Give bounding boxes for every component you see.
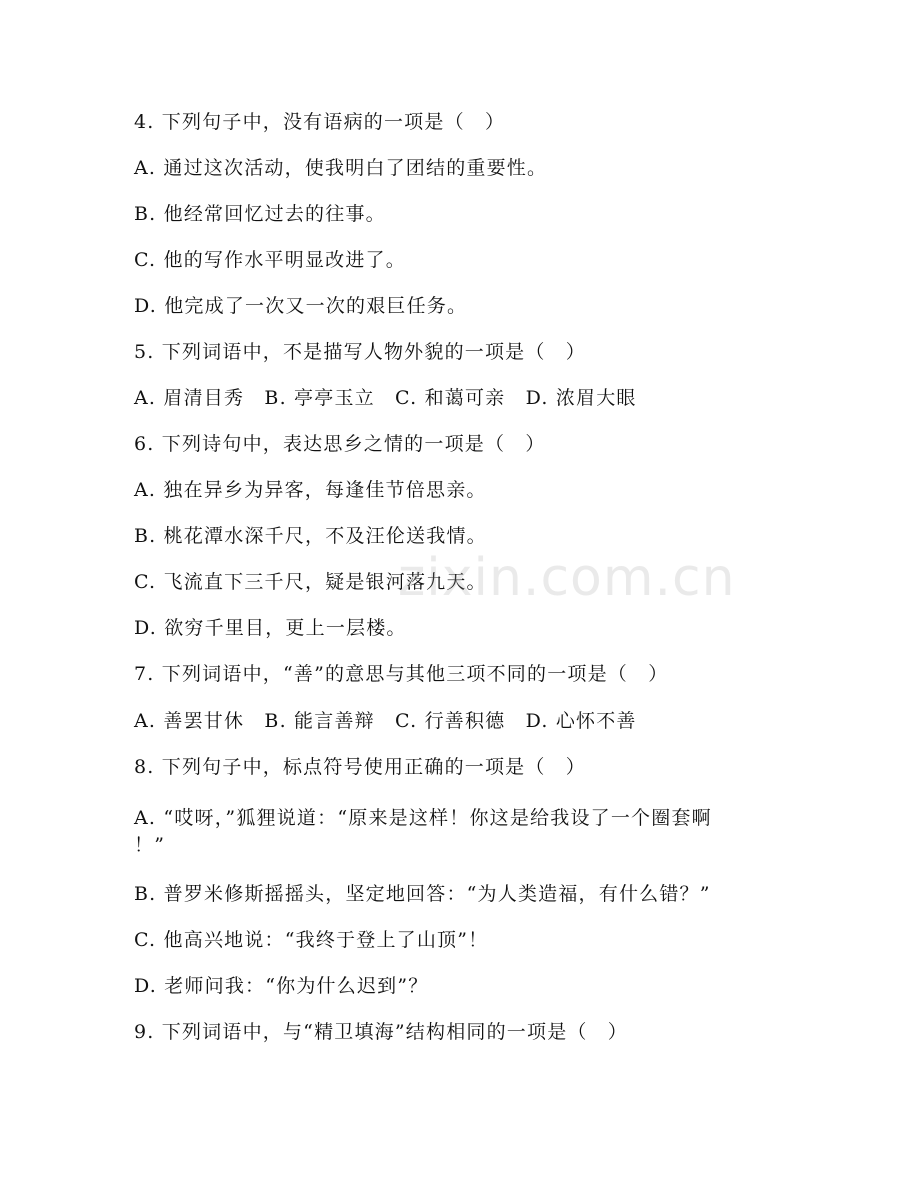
question-6-option-d: D. 欲穷千里目，更上一层楼。 — [134, 617, 407, 639]
question-8-option-a: A. “哎呀，”狐狸说道：“原来是这样！你这是给我设了一个圈套啊 — [134, 807, 712, 829]
question-6-option-b: B. 桃花潭水深千尺，不及汪伦送我情。 — [134, 525, 487, 547]
question-4-option-c: C. 他的写作水平明显改进了。 — [134, 249, 406, 271]
watermark: zixin.com.cn — [398, 548, 736, 608]
question-4-option-b: B. 他经常回忆过去的往事。 — [134, 203, 386, 225]
question-9-stem: 9. 下列词语中，与“精卫填海”结构相同的一项是（ ） — [134, 1021, 628, 1043]
question-8-option-a-continued: ！” — [134, 834, 166, 856]
question-8-stem: 8. 下列句子中，标点符号使用正确的一项是（ ） — [134, 756, 586, 778]
question-8-option-d: D. 老师问我：“你为什么迟到”？ — [134, 975, 429, 997]
question-7-options: A. 善罢甘休 B. 能言善辩 C. 行善积德 D. 心怀不善 — [134, 710, 637, 732]
question-8-option-b: B. 普罗米修斯摇摇头，坚定地回答：“为人类造福，有什么错？” — [134, 883, 711, 905]
question-6-option-c: C. 飞流直下三千尺，疑是银河落九天。 — [134, 571, 487, 593]
question-8-option-c: C. 他高兴地说：“我终于登上了山顶”！ — [134, 929, 489, 951]
question-7-stem: 7. 下列词语中，“善”的意思与其他三项不同的一项是（ ） — [134, 663, 669, 685]
question-5-options: A. 眉清目秀 B. 亭亭玉立 C. 和蔼可亲 D. 浓眉大眼 — [134, 387, 637, 409]
question-6-stem: 6. 下列诗句中，表达思乡之情的一项是（ ） — [134, 433, 546, 455]
question-4-stem: 4. 下列句子中，没有语病的一项是（ ） — [134, 111, 506, 133]
question-4-option-a: A. 通过这次活动，使我明白了团结的重要性。 — [134, 157, 548, 179]
question-6-option-a: A. 独在异乡为异客，每逢佳节倍思亲。 — [134, 479, 487, 501]
question-5-stem: 5. 下列词语中，不是描写人物外貌的一项是（ ） — [134, 341, 586, 363]
question-4-option-d: D. 他完成了一次又一次的艰巨任务。 — [134, 295, 468, 317]
